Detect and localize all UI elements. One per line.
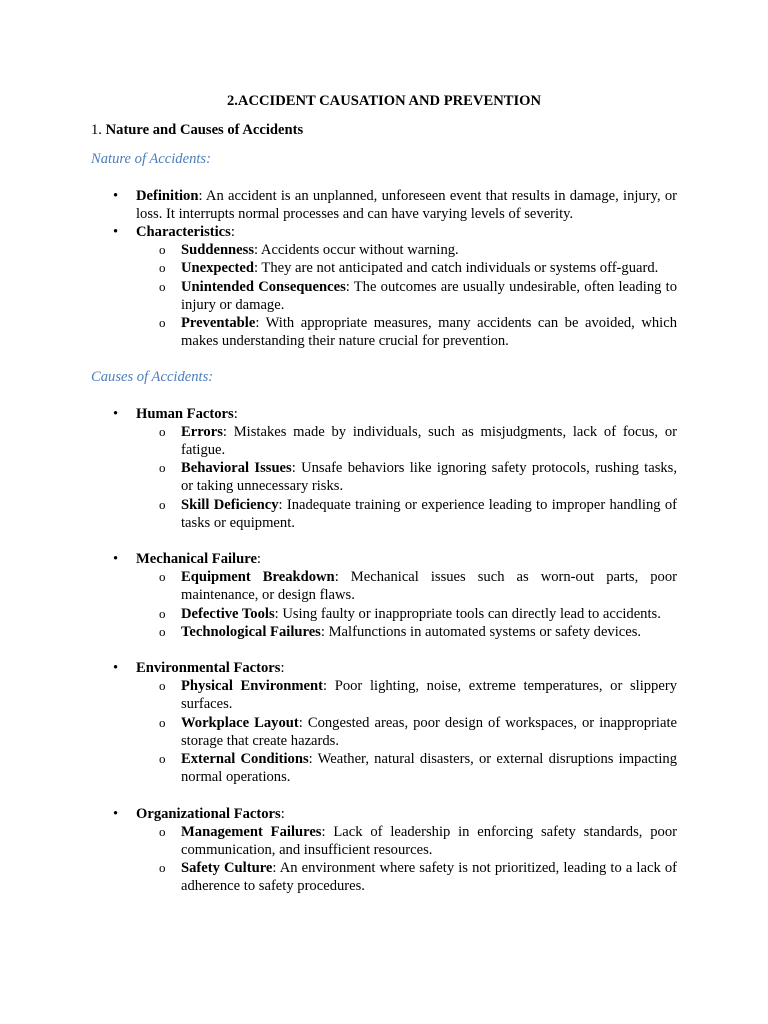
- item-term: Physical Environment: [181, 678, 323, 695]
- causes-heading: Causes of Accidents:: [91, 369, 214, 386]
- list-item: [181, 859, 677, 895]
- list-item: [181, 623, 677, 641]
- group-term: Environmental Factors: [136, 660, 281, 677]
- item-term: Unexpected: [181, 260, 254, 277]
- list-item: [181, 314, 677, 350]
- item-term: External Conditions: [181, 751, 309, 768]
- item-text: : Lack of leadership in enforcing safety standards, poor communication, and insufficient resources.: [181, 823, 678, 858]
- list-item: [181, 259, 677, 277]
- group-colon: :: [280, 660, 285, 677]
- definition-text: : An accident is an unplanned, unforeseen event that results in damage, injury, or loss. It interrupts normal processes and can have varying levels of severity.: [136, 187, 677, 222]
- definition-item: [136, 187, 677, 223]
- item-text: : Congested areas, poor design of workspaces, or inappropriate storage that create hazards.: [181, 714, 678, 749]
- document-title: 2.ACCIDENT CAUSATION AND PREVENTION: [226, 93, 542, 109]
- nature-heading: Nature of Accidents:: [91, 151, 211, 168]
- environmental-factors-sublist: [136, 677, 677, 786]
- group-colon: :: [280, 805, 285, 822]
- list-item: [181, 677, 677, 713]
- item-text: : Inadequate training or experience leading to improper handling of tasks or equipment.: [181, 496, 677, 531]
- mechanical-failure-item: [136, 550, 677, 641]
- item-text: : Mechanical issues such as worn-out parts, poor maintenance, or design flaws.: [181, 569, 678, 604]
- group-colon: :: [233, 405, 238, 422]
- group-term: Organizational Factors: [136, 805, 281, 822]
- item-term: Suddenness: [181, 242, 255, 259]
- organizational-factors-item: [136, 805, 677, 896]
- item-term: Technological Failures: [181, 623, 321, 640]
- item-text: : Poor lighting, noise, extreme temperatures, or slippery surfaces.: [181, 678, 677, 713]
- item-text: : The outcomes are usually undesirable, often leading to injury or damage.: [181, 278, 677, 313]
- item-text: : Accidents occur without warning.: [254, 242, 459, 259]
- section-heading: [91, 121, 677, 139]
- item-text: : Weather, natural disasters, or external disruptions impacting normal operations.: [181, 751, 677, 786]
- item-term: Safety Culture: [181, 860, 273, 877]
- item-term: Management Failures: [181, 823, 322, 840]
- mechanical-failure-sublist: [136, 568, 677, 641]
- list-item: [181, 605, 677, 623]
- group-term: Mechanical Failure: [136, 551, 257, 568]
- characteristics-term: Characteristics: [136, 224, 231, 241]
- item-text: : An environment where safety is not prioritized, leading to a lack of adherence to safety procedures.: [181, 860, 677, 895]
- nature-list: [91, 187, 677, 351]
- item-text: : Using faulty or inappropriate tools can directly lead to accidents.: [274, 605, 661, 622]
- list-item: [181, 823, 677, 859]
- item-text: : Mistakes made by individuals, such as misjudgments, lack of focus, or fatigue.: [181, 423, 677, 459]
- item-term: Equipment Breakdown: [181, 569, 335, 586]
- list-item: [181, 241, 677, 259]
- item-term: Behavioral Issues: [181, 460, 292, 477]
- list-item: [181, 750, 677, 786]
- human-factors-item: [136, 405, 677, 532]
- item-text: : Malfunctions in automated systems or safety devices.: [320, 623, 642, 640]
- item-term: Errors: [181, 423, 223, 440]
- list-item: [181, 568, 677, 604]
- item-term: Preventable: [181, 315, 256, 332]
- list-item: [181, 459, 677, 495]
- list-item: [181, 423, 677, 459]
- characteristics-sublist: [136, 241, 677, 350]
- item-text: : With appropriate measures, many accidents can be avoided, which makes understanding their nature crucial for prevention.: [181, 315, 677, 350]
- characteristics-item: [136, 223, 677, 350]
- section-number: 1.: [91, 122, 102, 139]
- list-item: [181, 714, 677, 750]
- organizational-factors-sublist: [136, 823, 677, 896]
- item-term: Unintended Consequences: [181, 278, 346, 295]
- item-term: Workplace Layout: [181, 714, 299, 731]
- human-factors-sublist: [136, 423, 677, 532]
- item-text: : Unsafe behaviors like ignoring safety protocols, rushing tasks, or taking unnecessary risks.: [181, 460, 677, 495]
- item-text: : They are not anticipated and catch individuals or systems off-guard.: [253, 260, 659, 277]
- list-item: [181, 278, 677, 314]
- spacer: [91, 350, 677, 368]
- list-item: [181, 496, 677, 532]
- causes-list: [91, 405, 677, 896]
- item-term: Defective Tools: [181, 605, 275, 622]
- item-term: Skill Deficiency: [181, 496, 279, 513]
- definition-term: Definition: [136, 187, 199, 204]
- group-colon: :: [256, 551, 261, 568]
- characteristics-colon: :: [230, 224, 235, 241]
- group-term: Human Factors: [136, 405, 234, 422]
- environmental-factors-item: [136, 659, 677, 786]
- section-label: Nature and Causes of Accidents: [105, 122, 304, 139]
